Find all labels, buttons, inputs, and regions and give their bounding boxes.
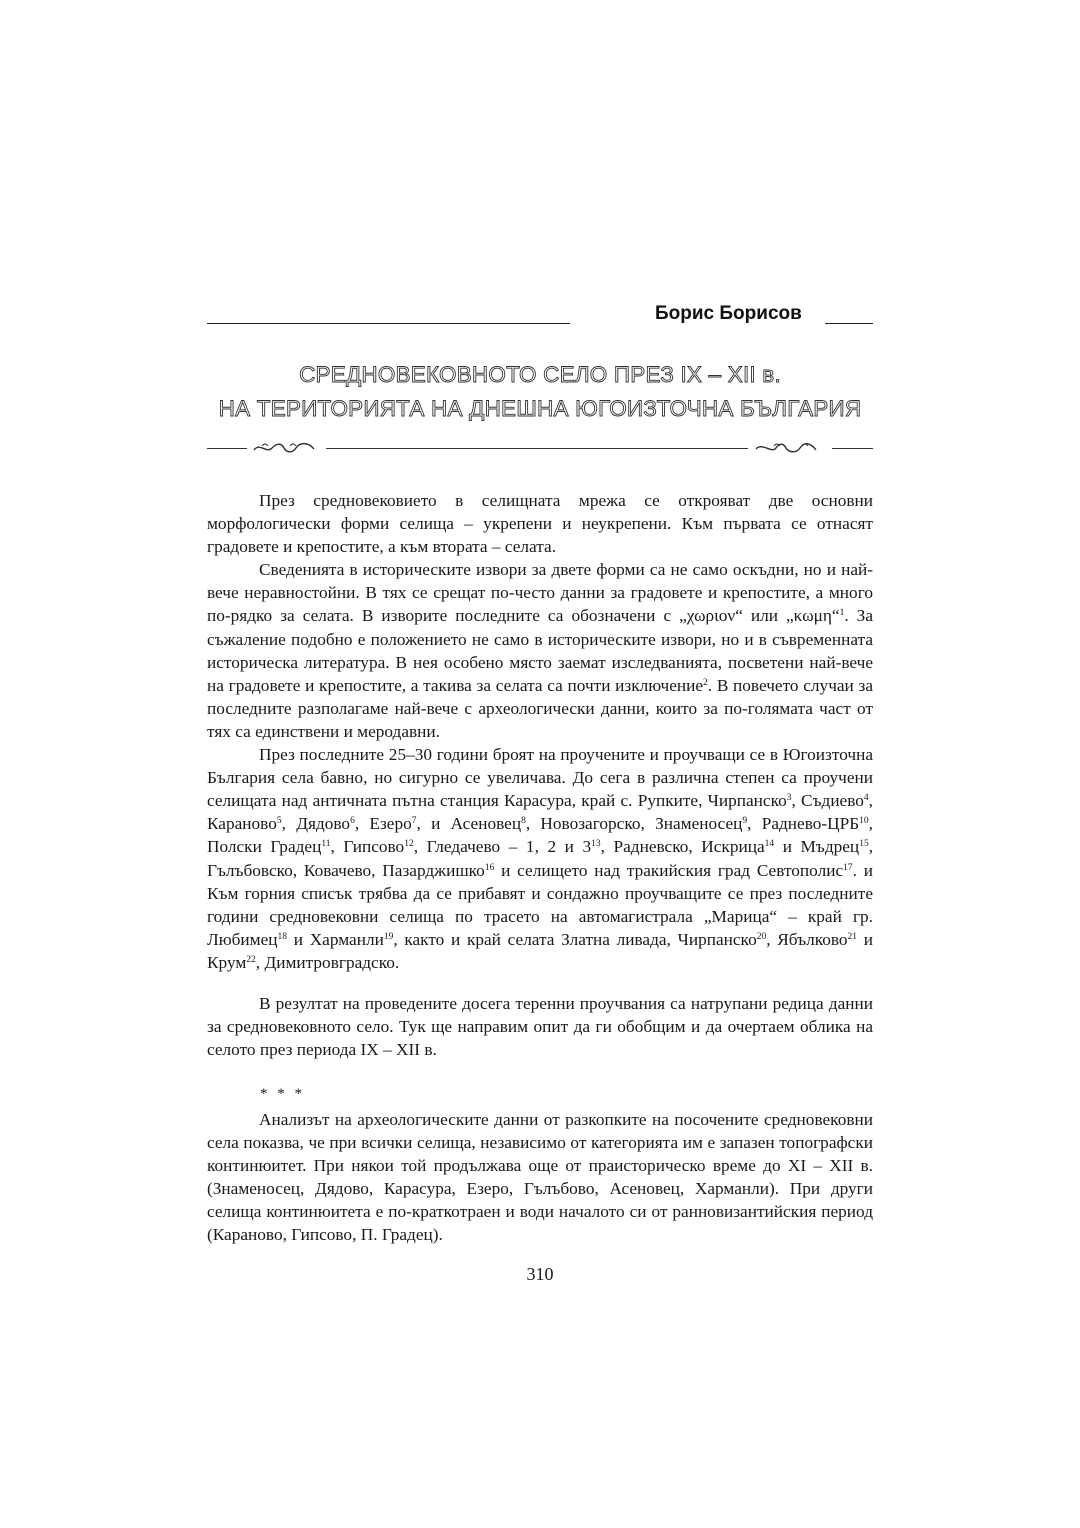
footnote-ref: 14 [764, 839, 775, 850]
footnote-ref: 17 [843, 862, 853, 873]
paragraph-1: През средновековието в селищната мрежа се открояват две основни морфологически форми селища – укрепени и неукрепени. Към първата се отнасят градовете и крепостите, а към втората – селата. [207, 491, 873, 557]
divider-line-left [207, 448, 247, 449]
footnote-ref: 16 [484, 862, 495, 873]
body-block-3 [207, 1108, 873, 1247]
paragraph-4: В резултат на проведените досега теренни проучвания са натрупани редица данни за средновековното село. Тук ще направим опит да ги обобщим и да очертаем облика на селото през периода IX – XII в. [207, 994, 873, 1060]
paragraph-5: Анализът на археологическите данни от разкопките на посочените средновековни села показва, че при всички селища, независимо от категорията им е запазен топографски континюитет. При някои той продължава още от праисторическо време до XI – XII в. (Знаменосец, Дядово, Карасура, Езеро, Гълъбово, Асеновец, Харманли). При други селища континюитета е по-краткотраен и води началото си от ранновизантийския период (Караново, Гипсово, П. Градец). [207, 1110, 873, 1245]
footnote-ref: 9 [742, 816, 748, 827]
body-block-1 [207, 489, 873, 974]
header-rule-right [825, 323, 873, 324]
footnote-ref: 15 [859, 839, 869, 850]
footnote-ref: 13 [591, 839, 601, 850]
footnote-ref: 21 [847, 931, 858, 942]
divider-line-right [832, 448, 873, 449]
footnote-ref: 4 [863, 793, 869, 804]
ornament-flourish-left-icon [252, 440, 316, 456]
footnote-ref: 2 [703, 677, 708, 688]
footnote-ref: 11 [321, 839, 331, 850]
footnote-ref: 6 [350, 816, 355, 827]
paragraph-3: През последните 25–30 години броят на проучените и проучващи се в Югоизточна България села бавно, но сигурно се увеличава. До сега в различна степен са проучени селищата над античната пътна станция Карасура, край с. Рупките, Чирпанско$^3$, Съдиево$^4$, Караново$^5$, Дядово$^6$, Езеро$^7$, и Асеновец$^8$, Новозагорско, Знаменосец$^9$, Раднево-ЦРБ$^{10}$, Полски Градец$^{11}$, Гипсово$^{12}$, Гледачево – 1, 2 и $3^{13}$, Радневско, Искрица$^{14}$ и Мъдрец$^{15}$, Гълъбовско, Ковачево, Пазарджишко$^{16}$ и селището над тракийския град Севтополис$^{17}$. и Към горния списък трябва да се прибавят и сондажно проучващите се през последните години средновековни селища по трасето на автомагистрала „Марица“ – край гр. Любимец$^{18}$ и Харманли$^{19}$, както и край селата Златна ливада, Чирпанско$^{20}$, Ябълково$^{21}$ и Крум$^{22}$, Димитровградско. [207, 745, 874, 972]
ornament-flourish-right-icon [754, 440, 818, 456]
footnote-ref: 8 [521, 816, 526, 827]
footnote-ref: 18 [277, 931, 288, 942]
header-rule-left [207, 323, 570, 324]
paragraph-2: Сведенията в историческите извори за двете форми са не само оскъдни, но и най-вече неравностойни. В тях се срещат по-често данни за градовете и крепостите, а много по-рядко за селата. В изворите последните са обозначени с „χωριον“ или „κωμη“$^1$. За съжаление подобно е положението не само в историческите извори, но и в съвременната историческа литература. В нея особено място заемат изследванията, посветени най-вече на градовете и крепостите, а такива за селата са почти изключение$^2$. В повечето случаи за последните разполагаме най-вече с археологически данни, които за по-голямата част от тях са единствени и меродавни. [207, 560, 874, 741]
footnote-ref: 22 [246, 954, 256, 965]
running-header-author: Борис Борисов [655, 303, 802, 324]
article-title-line-1: СРЕДНОВЕКОВНОТО СЕЛО ПРЕЗ IX – XII в. [299, 362, 781, 387]
footnote-ref: 12 [404, 839, 414, 850]
footnote-ref: 20 [756, 931, 767, 942]
body-block-2 [207, 992, 873, 1061]
footnote-ref: 7 [411, 816, 417, 827]
footnote-ref: 19 [383, 931, 394, 942]
footnote-ref: 3 [786, 793, 792, 804]
footnote-ref: 10 [859, 816, 869, 827]
page-number: 310 [526, 1264, 554, 1284]
footnote-ref: 5 [276, 816, 282, 827]
divider-line-center [326, 448, 748, 449]
section-separator: * * * [260, 1086, 305, 1102]
article-title-line-2: НА ТЕРИТОРИЯТА НА ДНЕШНА ЮГОИЗТОЧНА БЪЛГАРИЯ [218, 396, 862, 421]
footnote-ref: 1 [839, 608, 845, 619]
